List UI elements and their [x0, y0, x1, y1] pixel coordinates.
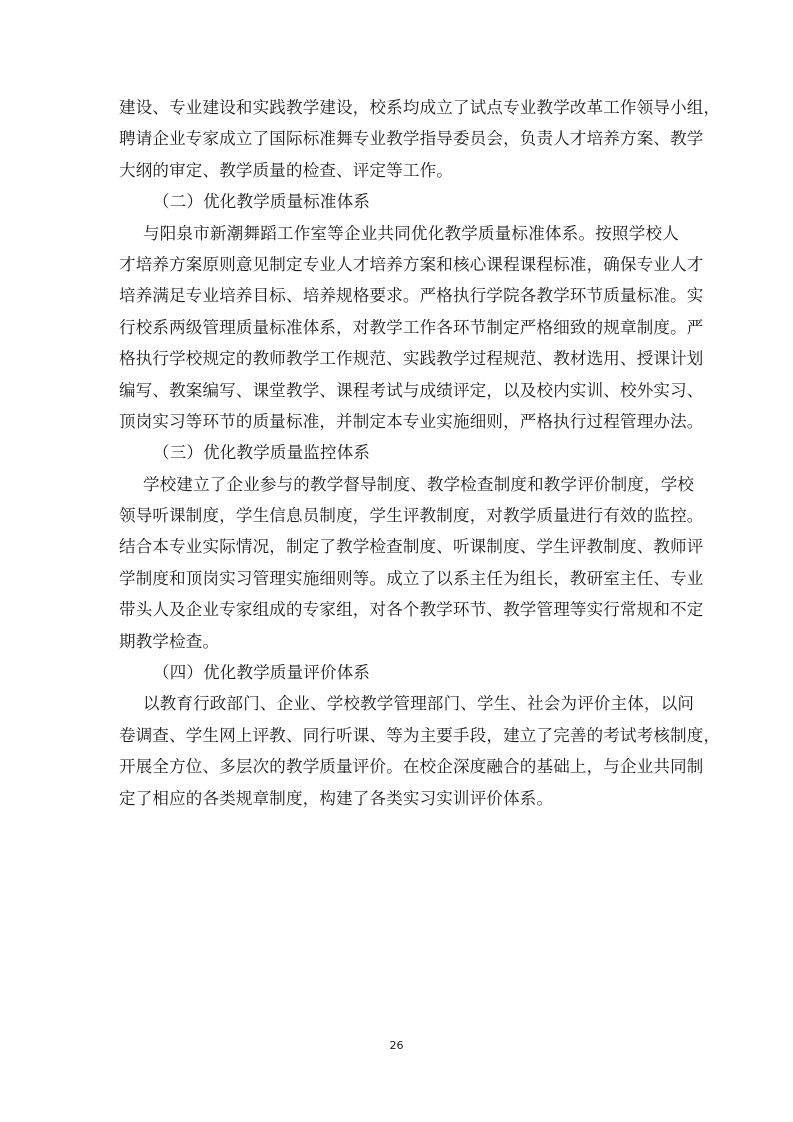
paragraph: [119, 688, 721, 814]
text-line: 学校建立了企业参与的教学督导制度、教学检查制度和教学评价制度，学校: [143, 474, 695, 494]
paragraph: [119, 92, 721, 186]
text-line: 领导听课制度，学生信息员制度，学生评教制度，对教学质量进行有效的监控。: [119, 506, 704, 526]
section-heading: （二）优化教学质量标准体系: [153, 192, 371, 212]
text-line: 与阳泉市新潮舞蹈工作室等企业共同优化教学质量标准体系。按照学校人: [143, 223, 679, 243]
text-line: 卷调查、学生网上评教、同行听课、等为主要手段，建立了完善的考试考核制度，: [119, 725, 721, 745]
section-heading: （三）优化教学质量监控体系: [153, 443, 371, 463]
text-line: 结合本专业实际情况，制定了教学检查制度、听课制度、学生评教制度、教师评: [119, 537, 704, 557]
text-line: 聘请企业专家成立了国际标准舞专业教学指导委员会，负责人才培养方案、教学: [119, 129, 704, 149]
text-line: 期教学检查。: [119, 631, 220, 651]
text-line: 培养满足专业培养目标、培养规格要求。严格执行学院各教学环节质量标准。实: [119, 286, 704, 306]
text-line: 带头人及企业专家组成的专家组，对各个教学环节、教学管理等实行常规和不定: [119, 600, 704, 620]
text-line: 行校系两级管理质量标准体系，对教学工作各环节制定严格细致的规章制度。严: [119, 317, 704, 337]
paragraph: [119, 469, 704, 657]
text-line: 学制度和顶岗实习管理实施细则等。成立了以系主任为组长，教研室主任、专业: [119, 568, 704, 588]
text-line: 才培养方案原则意见制定专业人才培养方案和核心课程课程标准，确保专业人才: [119, 254, 704, 274]
text-line: 顶岗实习等环节的质量标准，并制定本专业实施细则，严格执行过程管理办法。: [119, 411, 704, 431]
paragraph: [119, 218, 704, 438]
text-line: 以教育行政部门、企业、学校教学管理部门、学生、社会为评价主体，以问: [143, 694, 695, 714]
text-line: 格执行学校规定的教师教学工作规范、实践教学过程规范、教材选用、授课计划: [119, 349, 704, 369]
text-line: 开展全方位、多层次的教学质量评价。在校企深度融合的基础上，与企业共同制: [119, 757, 704, 777]
page-number: 26: [389, 1039, 404, 1052]
text-line: 定了相应的各类规章制度，构建了各类实习实训评价体系。: [119, 788, 554, 808]
document-body: [119, 92, 721, 814]
text-line: 建设、专业建设和实践教学建设，校系均成立了试点专业教学改革工作领导小组，: [119, 98, 721, 117]
section-heading: （四）优化教学质量评价体系: [153, 663, 371, 683]
text-line: 编写、教案编写、课堂教学、课程考试与成绩评定，以及校内实训、校外实习、: [119, 380, 704, 400]
text-line: 大纲的审定、教学质量的检查、评定等工作。: [119, 160, 453, 180]
